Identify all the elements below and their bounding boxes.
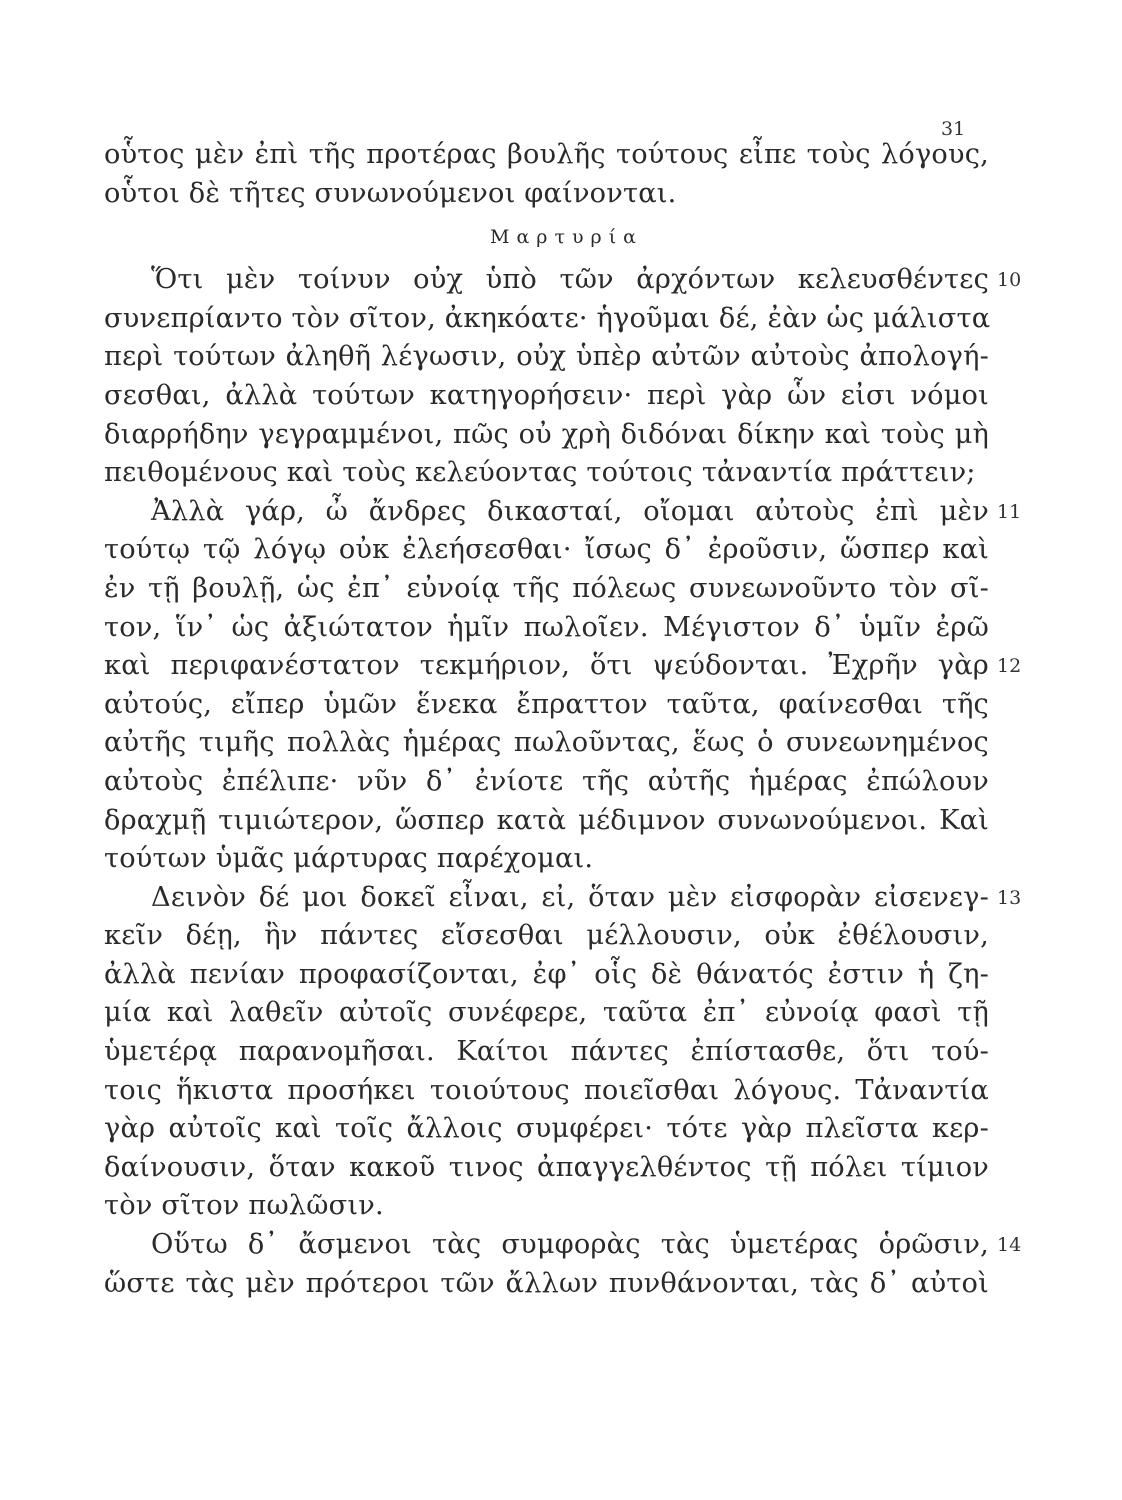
page-number: 31 [941, 118, 966, 140]
text-line-content: Ὅτι μὲν τοίνυν οὐχ ὑπὸ τῶν ἀρχόντων κελευσθέντες [151, 264, 989, 296]
text-line [104, 1187, 989, 1226]
text-line-content: ὑμετέρᾳ παρανομῆσαι. Καίτοι πάντες ἐπίστασθε, ὅτι τού- [104, 1036, 989, 1068]
text-line-content: Ἀλλὰ γάρ, ὦ ἄνδρες δικασταί, οἴομαι αὐτοὺς ἐπὶ μὲν [151, 495, 989, 527]
text-line-content: ἀλλὰ πενίαν προφασίζονται, ἐφ᾽ οἷς δὲ θάνατός ἐστιν ἡ ζη- [104, 958, 989, 990]
text-line-content: καὶ περιφανέστατον τεκμήριον, ὅτι ψεύδονται. Ἐχρῆν γὰρ [104, 650, 989, 682]
text-line-content: Δεινὸν δέ μοι δοκεῖ εἶναι, εἰ, ὅταν μὲν εἰσφορὰν εἰσενεγ- [151, 881, 989, 913]
text-line-content: πειθομένους καὶ τοὺς κελεύοντας τούτοις τἀναντία πράττειν; [104, 457, 976, 489]
section-number: 13 [997, 886, 1022, 909]
text-line [104, 1149, 989, 1188]
text-line [104, 493, 1022, 532]
text-line-content: τοις ἥκιστα προσήκει τοιούτους ποιεῖσθαι λόγους. Τἀναντία [104, 1074, 989, 1106]
text-line-content: μία καὶ λαθεῖν αὐτοῖς συνέφερε, ταῦτα ἐπ᾽ εὐνοίᾳ φασὶ τῇ [104, 997, 989, 1029]
text-line [104, 686, 989, 725]
text-line-content: ὥστε τὰς μὲν πρότεροι τῶν ἄλλων πυνθάνονται, τὰς δ᾽ αὐτοὶ [104, 1267, 989, 1299]
text-line [104, 1226, 1022, 1265]
text-line-content: αὐτοὺς ἐπέλιπε· νῦν δ᾽ ἐνίοτε τῆς αὐτῆς ἡμέρας ἐπώλουν [104, 765, 989, 797]
text-line-content: περὶ τούτων ἀληθῆ λέγωσιν, οὐχ ὑπὲρ αὐτῶν αὐτοὺς ἀπολογή- [104, 341, 989, 373]
text-line-content: ἐν τῇ βουλῇ, ὡς ἐπ᾽ εὐνοίᾳ τῆς πόλεως συνεωνοῦντο τὸν σῖ- [104, 572, 989, 604]
section-heading: Μαρτυρία [490, 226, 643, 249]
text-line [104, 377, 989, 416]
text-line [104, 570, 989, 609]
text-line-content: Οὕτω δ᾽ ἄσμενοι τὰς συμφορὰς τὰς ὑμετέρας ὁρῶσιν, [151, 1229, 989, 1261]
text-line-content: τούτων ὑμᾶς μάρτυρας παρέχομαι. [104, 843, 594, 875]
text-line-content: αὐτῆς τιμῆς πολλὰς ἡμέρας πωλοῦντας, ἕως ὁ συνεωνημένος [104, 727, 989, 759]
text-line [104, 1110, 989, 1149]
text-line-content: γὰρ αὐτοῖς καὶ τοῖς ἄλλοις συμφέρει· τότε γὰρ πλεῖστα κερ- [104, 1113, 989, 1145]
section-number: 12 [997, 655, 1022, 678]
text-line [104, 1033, 989, 1072]
text-line-content: συνεπρίαντο τὸν σῖτον, ἀκηκόατε· ἡγοῦμαι δέ, ἐὰν ὡς μάλιστα [104, 302, 991, 334]
text-line [104, 956, 989, 995]
text-line [104, 917, 989, 956]
text-line-content: κεῖν δέῃ, ἣν πάντες εἴσεσθαι μέλλουσιν, οὐκ ἐθέλουσιν, [104, 920, 989, 952]
text-line-content: οὗτος μὲν ἐπὶ τῆς προτέρας βουλῆς τούτους εἶπε τοὺς λόγους, [104, 139, 989, 170]
text-line [104, 879, 1022, 918]
text-line [104, 802, 989, 841]
text-line-content: τὸν σῖτον πωλῶσιν. [104, 1190, 384, 1222]
text-line [104, 609, 989, 648]
text-line [104, 300, 989, 339]
text-line-content: τον, ἵν᾽ ὡς ἀξιώτατον ἡμῖν πωλοῖεν. Μέγιστον δ᾽ ὑμῖν ἐρῶ [104, 611, 989, 643]
text-line [104, 531, 989, 570]
text-line [104, 454, 989, 493]
text-line-content: τούτῳ τῷ λόγῳ οὐκ ἐλεήσεσθαι· ἴσως δ᾽ ἐροῦσιν, ὥσπερ καὶ [104, 534, 989, 566]
text-line [104, 840, 989, 879]
text-line [104, 175, 989, 214]
text-line [104, 338, 989, 377]
text-line-content: σεσθαι, ἀλλὰ τούτων κατηγορήσειν· περὶ γὰρ ὧν εἰσι νόμοι [104, 379, 989, 411]
text-line [104, 647, 1022, 686]
section-number: 14 [997, 1234, 1022, 1257]
text-line [104, 261, 1022, 300]
text-line-content: οὗτοι δὲ τῆτες συνωνούμενοι φαίνονται. [104, 177, 677, 209]
text-block [104, 136, 1022, 1303]
text-line-content: δραχμῇ τιμιώτερον, ὥσπερ κατὰ μέδιμνον συνωνούμενοι. Καὶ [104, 804, 989, 836]
text-line [104, 136, 989, 175]
text-line [104, 994, 989, 1033]
text-line-content: αὐτούς, εἴπερ ὑμῶν ἕνεκα ἔπραττον ταῦτα, φαίνεσθαι τῆς [104, 688, 989, 720]
text-line [104, 763, 989, 802]
text-line-content: διαρρήδην γεγραμμένοι, πῶς οὐ χρὴ διδόναι δίκην καὶ τοὺς μὴ [104, 418, 989, 450]
text-line [104, 1265, 989, 1304]
text-line [104, 416, 989, 455]
section-number: 10 [997, 269, 1022, 292]
text-line [104, 724, 989, 763]
section-number: 11 [997, 500, 1022, 523]
text-line [104, 1072, 989, 1111]
text-line-content: δαίνουσιν, ὅταν κακοῦ τινος ἀπαγγελθέντος τῇ πόλει τίμιον [104, 1151, 989, 1183]
